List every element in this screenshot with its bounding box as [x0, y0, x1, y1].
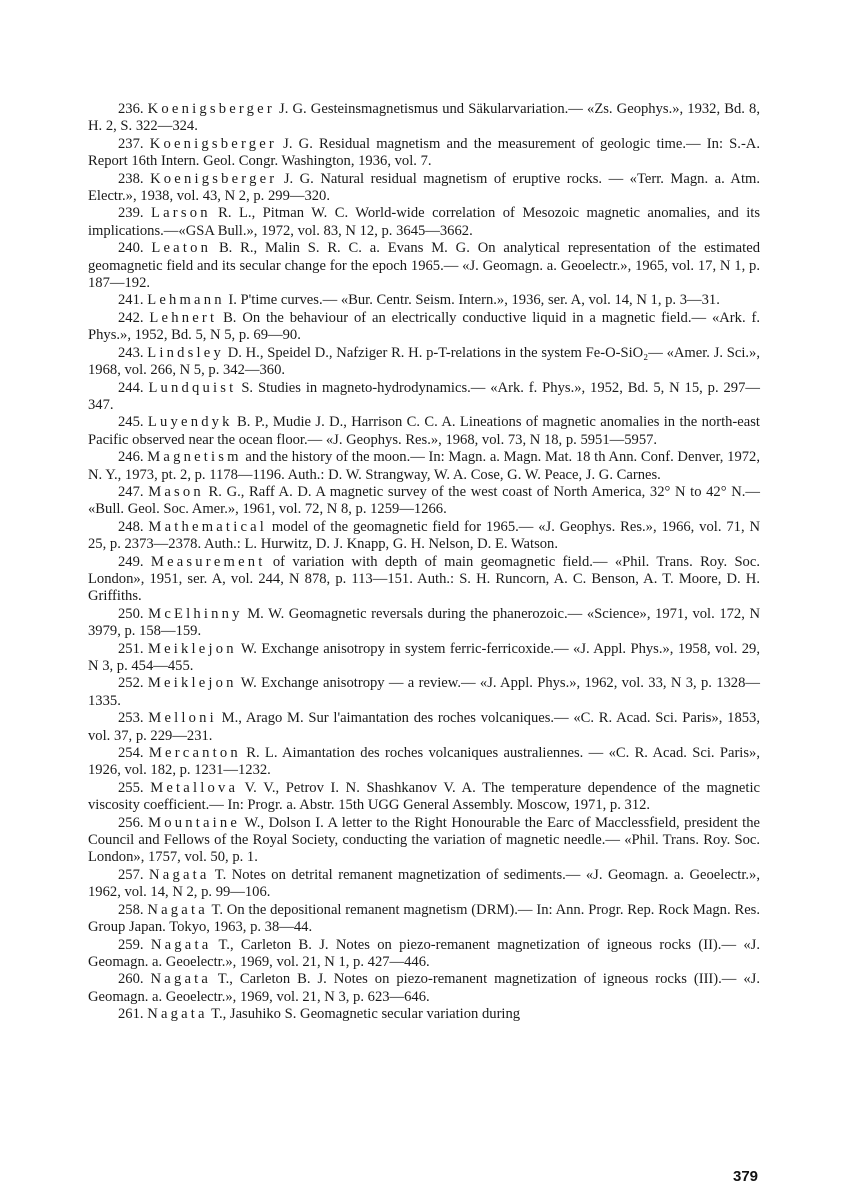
reference-entry	[88, 171, 760, 206]
reference-lead-author: Nagata	[150, 971, 212, 988]
reference-entry	[88, 310, 760, 345]
reference-lead-author: Lehmann	[147, 292, 225, 309]
reference-lead-author: Lindsley	[147, 344, 224, 361]
reference-lead-author: Mercanton	[148, 745, 241, 762]
reference-text: W. Exchange anisotropy — a review.— «J. Appl. Phys.», 1962, vol. 33, N 3, p. 1328—1335.	[88, 675, 760, 709]
page-number: 379	[733, 1168, 759, 1185]
reference-number: 246.	[118, 449, 144, 466]
reference-text: J. G. Gesteinsmagnetismus und Säkularvariation.— «Zs. Geophys.», 1932, Bd. 8, H. 2, S. 322—324.	[88, 101, 760, 135]
reference-number: 240.	[118, 240, 144, 257]
reference-entry	[88, 1006, 760, 1023]
reference-entry	[88, 345, 760, 380]
reference-entry	[88, 606, 760, 641]
reference-number: 236.	[118, 101, 144, 117]
reference-entry	[88, 449, 760, 484]
reference-number: 253.	[118, 710, 144, 727]
reference-number: 239.	[118, 205, 144, 222]
reference-entry	[88, 745, 760, 780]
reference-number: 261.	[118, 1006, 144, 1023]
reference-entry	[88, 867, 760, 902]
reference-entry	[88, 815, 760, 867]
reference-number: 254.	[118, 745, 144, 762]
reference-lead-author: Meiklejon	[147, 640, 237, 657]
reference-number: 243.	[118, 344, 144, 361]
reference-number: 252.	[118, 675, 144, 692]
reference-lead-author: Mountaine	[148, 814, 241, 831]
reference-number: 245.	[118, 414, 144, 431]
reference-text: R. G., Raff A. D. A magnetic survey of the west coast of North America, 32° N to 42° N.— «Bull. Geol. Soc. Amer.», 1961, vol. 72, N 8, p. 1259—1266.	[88, 483, 760, 518]
reference-lead-author: Nagata	[150, 936, 212, 953]
reference-text: M., Arago M. Sur l'aimantation des roches volcaniques.— «C. R. Acad. Sci. Paris», 1853, vol. 37, p. 229—231.	[88, 710, 760, 744]
reference-entry	[88, 554, 760, 606]
reference-text: J. G. Residual magnetism and the measurement of geologic time.— In: S.-A. Report 16th Intern. Geol. Congr. Washington, 1936, vol. 7.	[88, 135, 760, 170]
reference-number: 251.	[118, 640, 144, 657]
reference-entry	[88, 641, 760, 676]
reference-entry	[88, 780, 760, 815]
reference-lead-author: McElhinny	[148, 605, 243, 622]
reference-number: 244.	[118, 379, 144, 396]
reference-lead-author: Lundquist	[148, 379, 237, 396]
reference-text: T., Carleton B. J. Notes on piezo-remanent magnetization of igneous rocks (III).— «J. Geomagn. a. Geoelectr.», 1969, vol. 21, N 3, p. 623—646.	[88, 971, 760, 1005]
reference-text: I. P'time curves.— «Bur. Centr. Seism. Intern.», 1936, ser. A, vol. 14, N 1, p. 3—31.	[224, 292, 720, 309]
reference-entry	[88, 937, 760, 972]
reference-entry	[88, 380, 760, 415]
reference-number: 237.	[118, 135, 144, 152]
reference-number: 259.	[118, 936, 144, 953]
reference-lead-author: Nagata	[147, 1006, 208, 1023]
reference-text: and the history of the moon.— In: Magn. a. Magn. Mat. 18 th Ann. Conf. Denver, 1972, N. Y., 1973, pt. 2, p. 1178—1196. Auth.: D. W. Strangway, W. A. Cose, G. W. Peace, J. G. Carnes.	[88, 449, 760, 483]
reference-text: D. H., Speidel D., Nafziger R. H. p-T-relations in the system Fe-O-SiO₂— «Amer. J. Sci.», 1968, vol. 266, N 5, p. 342—360.	[88, 344, 761, 379]
reference-lead-author: Luyendyk	[147, 414, 233, 431]
reference-lead-author: Lehnert	[149, 309, 218, 326]
reference-entry	[88, 484, 760, 519]
reference-entry	[88, 675, 760, 710]
reference-text: R. L., Pitman W. C. World-wide correlation of Mesozoic magnetic anomalies, and its implications.—«GSA Bull.», 1972, vol. 83, N 12, p. 3645—3662.	[88, 205, 760, 239]
reference-text: M. W. Geomagnetic reversals during the phanerozoic.— «Science», 1971, vol. 172, N 3979, p. 158—159.	[88, 605, 761, 640]
reference-text: S. Studies in magneto-hydrodynamics.— «Ark. f. Phys.», 1952, Bd. 5, N 15, p. 297—347.	[88, 379, 760, 413]
reference-text: model of the geomagnetic field for 1965.— «J. Geophys. Res.», 1966, vol. 71, N 25, p. 2373—2378. Auth.: L. Hurwitz, D. J. Knapp, G. H. Nelson, D. E. Watson.	[88, 518, 760, 553]
reference-text: W., Dolson I. A letter to the Right Honourable the Earc of Macclessfield, president the Council and Fellows of the Royal Society, conducting the variation of magnetic needle.— «Phil. Trans. Roy. Soc. London», 1757, vol. 50, p. 1.	[88, 814, 760, 866]
reference-entry	[88, 971, 760, 1006]
reference-text: T., Jasuhiko S. Geomagnetic secular variation during	[207, 1006, 521, 1023]
reference-text: W. Exchange anisotropy in system ferric-ferricoxide.— «J. Appl. Phys.», 1958, vol. 29, N 3, p. 454—455.	[88, 640, 760, 674]
reference-number: 260.	[118, 971, 144, 988]
reference-lead-author: Magnetism	[147, 449, 242, 466]
reference-text: V. V., Petrov I. N. Shashkanov V. A. The temperature dependence of the magnetic viscosity coefficient.— In: Progr. a. Abstr. 15th UGG General Assembly. Moscow, 1971, p. 312.	[88, 779, 760, 814]
reference-text: B. P., Mudie J. D., Harrison C. C. A. Lineations of magnetic anomalies in the north-east Pacific observed near the ocean floor.— «J. Geophys. Res.», 1968, vol. 73, N 18, p. 5951—5957.	[88, 414, 760, 448]
reference-text: J. G. Natural residual magnetism of eruptive rocks. — «Terr. Magn. a. Atm. Electr.», 1938, vol. 43, N 2, p. 299—320.	[88, 170, 761, 205]
reference-number: 250.	[118, 605, 144, 622]
reference-number: 255.	[118, 779, 144, 796]
reference-lead-author: Leaton	[151, 240, 212, 257]
reference-text: T. Notes on detrital remanent magnetization of sediments.— «J. Geomagn. a. Geoelectr.», 1962, vol. 14, N 2, p. 99—106.	[88, 866, 760, 901]
reference-number: 248.	[118, 518, 144, 535]
reference-text: of variation with depth of main geomagnetic field.— «Phil. Trans. Roy. Soc. London», 1951, ser. A, vol. 244, N 878, p. 113—151. Auth.: S. H. Runcorn, A. C. Benson, A. T. Moore, D. H. Griffiths.	[88, 553, 760, 605]
reference-number: 249.	[118, 553, 144, 570]
reference-lead-author: Metallova	[150, 779, 239, 796]
reference-text: R. L. Aimantation des roches volcaniques australiennes. — «C. R. Acad. Sci. Paris», 1926, vol. 182, p. 1231—1232.	[88, 745, 760, 779]
reference-lead-author: Koenigsberger	[147, 101, 275, 117]
reference-number: 241.	[118, 292, 144, 309]
reference-entry	[88, 101, 760, 136]
reference-text: B. R., Malin S. R. C. a. Evans M. G. On analytical representation of the estimated geomagnetic field and its secular change for the epoch 1965.— «J. Geomagn. a. Geoelectr.», 1965, vol. 17, N 1, p. 187—192.	[88, 240, 760, 292]
reference-number: 257.	[118, 866, 144, 883]
reference-lead-author: Measurement	[150, 553, 266, 570]
reference-entry	[88, 240, 760, 292]
reference-lead-author: Melloni	[148, 710, 217, 727]
reference-number: 247.	[118, 483, 144, 500]
reference-entry	[88, 205, 760, 240]
reference-list	[88, 101, 760, 1024]
reference-entry	[88, 136, 760, 171]
reference-text: T., Carleton B. J. Notes on piezo-remanent magnetization of igneous rocks (II).— «J. Geomagn. a. Geoelectr.», 1969, vol. 21, N 1, p. 427—446.	[88, 936, 760, 970]
reference-text: B. On the behaviour of an electrically conductive liquid in a magnetic field.— «Ark. f. Phys.», 1952, Bd. 5, N 5, p. 69—90.	[88, 309, 760, 344]
reference-number: 242.	[118, 309, 144, 326]
reference-entry	[88, 710, 760, 745]
reference-entry	[88, 902, 760, 937]
reference-lead-author: Larson	[151, 205, 211, 222]
reference-entry	[88, 414, 760, 449]
reference-lead-author: Koenigsberger	[149, 135, 277, 152]
reference-lead-author: Meiklejon	[147, 675, 237, 692]
reference-number: 238.	[118, 170, 144, 187]
reference-number: 256.	[118, 814, 144, 831]
reference-number: 258.	[118, 901, 144, 918]
reference-lead-author: Mathematical	[148, 518, 268, 535]
reference-lead-author: Nagata	[147, 901, 208, 918]
reference-lead-author: Koenigsberger	[150, 170, 278, 187]
reference-lead-author: Nagata	[149, 866, 210, 883]
reference-lead-author: Mason	[148, 483, 204, 500]
reference-entry	[88, 292, 760, 309]
reference-text: T. On the depositional remanent magnetism (DRM).— In: Ann. Progr. Rep. Rock Magn. Res. Group Japan. Tokyo, 1963, p. 38—44.	[88, 901, 760, 936]
reference-entry	[88, 519, 760, 554]
